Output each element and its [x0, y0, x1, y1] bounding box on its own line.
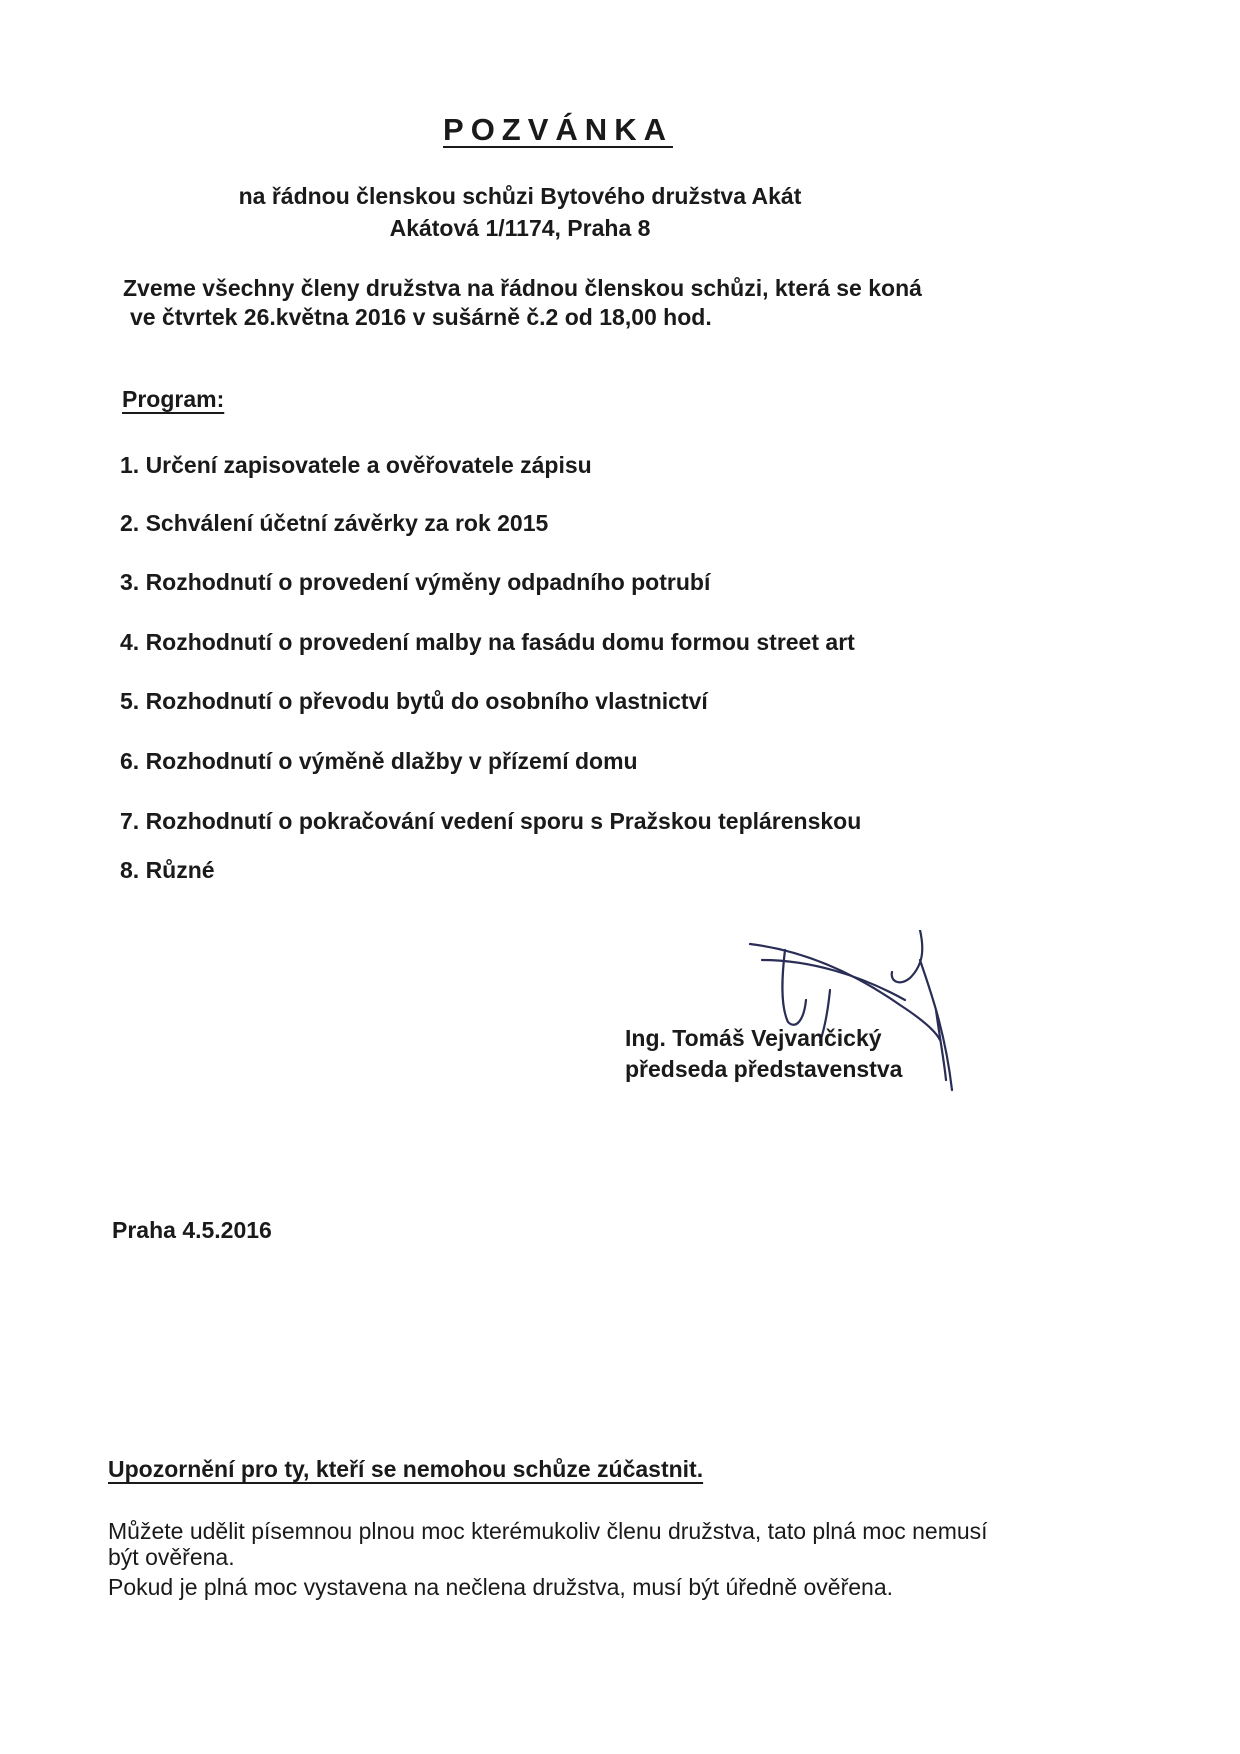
program-heading: Program:: [122, 386, 225, 412]
notice-heading: Upozornění pro ty, kteří se nemohou schůze zúčastnit.: [108, 1456, 704, 1482]
program-item: 8. Různé: [120, 857, 215, 883]
program-item: 2. Schválení účetní závěrky za rok 2015: [120, 510, 549, 536]
subtitle-line-1: na řádnou členskou schůzi Bytového družstva Akát: [238, 183, 802, 209]
intro-line-2: ve čtvrtek 26.května 2016 v sušárně č.2 od 18,00 hod.: [130, 304, 712, 330]
notice-line-2: být ověřena.: [108, 1544, 235, 1570]
program-item: 4. Rozhodnutí o provedení malby na fasádu domu formou street art: [120, 629, 855, 655]
signatory-role: předseda představenstva: [625, 1056, 903, 1082]
place-date: Praha 4.5.2016: [112, 1217, 272, 1243]
document-title: POZVÁNKA: [443, 112, 673, 147]
notice-line-1: Můžete udělit písemnou plnou moc kterémukoliv členu družstva, tato plná moc nemusí: [108, 1518, 988, 1544]
intro-line-1: Zveme všechny členy družstva na řádnou členskou schůzi, která se koná: [123, 275, 922, 301]
subtitle-line-2: Akátová 1/1174, Praha 8: [389, 215, 651, 241]
program-item: 7. Rozhodnutí o pokračování vedení sporu s Pražskou teplárenskou: [120, 808, 862, 834]
program-item: 1. Určení zapisovatele a ověřovatele zápisu: [120, 452, 592, 478]
signature-scribble: [740, 930, 960, 1110]
signatory-name: Ing. Tomáš Vejvančický: [625, 1025, 882, 1051]
program-item: 6. Rozhodnutí o výměně dlažby v přízemí domu: [120, 748, 638, 774]
notice-line-3: Pokud je plná moc vystavena na nečlena družstva, musí být úředně ověřena.: [108, 1574, 894, 1600]
program-item: 3. Rozhodnutí o provedení výměny odpadního potrubí: [120, 569, 711, 595]
program-item: 5. Rozhodnutí o převodu bytů do osobního vlastnictví: [120, 688, 708, 714]
